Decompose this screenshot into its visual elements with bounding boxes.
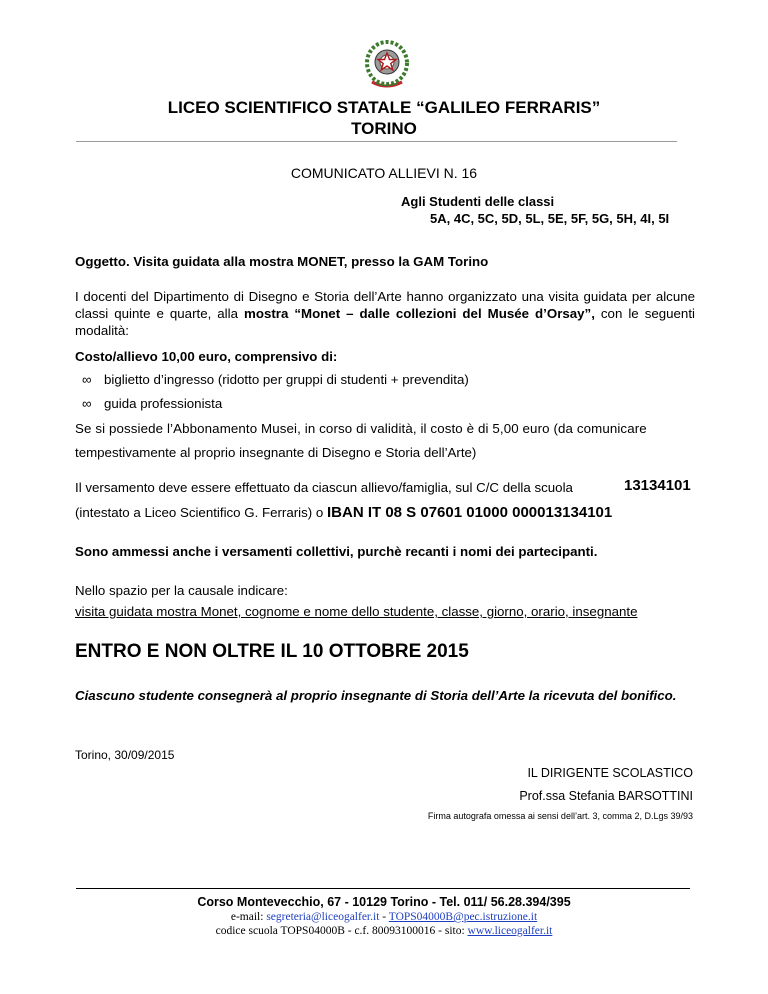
abbonamento-line2: tempestivamente al proprio insegnante di Disegno e Storia dell’Arte) xyxy=(75,445,477,460)
intro-paragraph xyxy=(75,288,695,339)
list-item xyxy=(82,396,222,411)
causale-label: Nello spazio per la causale indicare: xyxy=(75,583,288,598)
signature-role: IL DIRIGENTE SCOLASTICO xyxy=(527,766,693,780)
school-name xyxy=(0,97,768,139)
payment-line: Il versamento deve essere effettuato da ciascun allievo/famiglia, sul C/C della scuola xyxy=(75,480,573,495)
list-item-text: guida professionista xyxy=(104,396,223,411)
signature-name: Prof.ssa Stefania BARSOTTINI xyxy=(519,789,693,803)
intro-text-1: I docenti del Dipartimento di Disegno e Storia dell’Arte hanno organizzato una visita guidata per alcune classi quinte e quarte, alla xyxy=(75,289,695,321)
list-item xyxy=(82,372,469,387)
bullet-symbol: ∞ xyxy=(82,372,92,387)
document-date: Torino, 30/09/2015 xyxy=(75,748,175,762)
codes-text: codice scuola TOPS04000B - c.f. 80093100016 - sito: xyxy=(215,925,468,937)
recipients xyxy=(401,193,669,227)
receipt-note: Ciascuno studente consegnerà al proprio insegnante di Storia dell’Arte la ricevuta del bonifico. xyxy=(75,688,677,703)
footer-codes xyxy=(0,925,768,937)
iban-number: IBAN IT 08 S 07601 01000 000013134101 xyxy=(327,504,613,521)
subject-line: Oggetto. Visita guidata alla mostra MONET, presso la GAM Torino xyxy=(75,254,489,269)
footer-address: Corso Montevecchio, 67 - 10129 Torino - Tel. 011/ 56.28.394/395 xyxy=(197,895,571,909)
causale-text: visita guidata mostra Monet, cognome e nome dello studente, classe, giorno, orario, insegnante xyxy=(75,604,638,619)
header-divider xyxy=(76,141,677,142)
collective-payments-note: Sono ammessi anche i versamenti collettivi, purchè recanti i nomi dei partecipanti. xyxy=(75,544,598,559)
abbonamento-line1: Se si possiede l’Abbonamento Musei, in corso di validità, il costo è di 5,00 euro (da comunicare xyxy=(75,421,647,436)
intro-exhibition: mostra “Monet – dalle collezioni del Musée d’Orsay”, xyxy=(244,306,595,321)
deadline: ENTRO E NON OLTRE IL 10 OTTOBRE 2015 xyxy=(75,641,469,662)
cost-heading: Costo/allievo 10,00 euro, comprensivo di: xyxy=(75,349,338,364)
italian-republic-emblem-icon xyxy=(364,38,410,90)
payment-iban-line xyxy=(75,504,612,521)
intro-text-2: con le seguenti modalità: xyxy=(75,306,695,338)
bullet-symbol: ∞ xyxy=(82,396,92,411)
iban-prefix: (intestato a Liceo Scientifico G. Ferraris) o xyxy=(75,505,327,520)
school-name-line2: TORINO xyxy=(351,119,417,138)
recipients-line1: Agli Studenti delle classi xyxy=(401,194,555,209)
website-link[interactable]: www.liceogalfer.it xyxy=(467,925,553,937)
footer-divider xyxy=(76,888,690,889)
email-link-segreteria[interactable]: segreteria@liceogalfer.it xyxy=(266,911,380,923)
email-separator: - xyxy=(379,911,389,923)
recipients-classes: 5A, 4C, 5C, 5D, 5L, 5E, 5F, 5G, 5H, 4I, 5I xyxy=(430,211,670,226)
comunicato-title: COMUNICATO ALLIEVI N. 16 xyxy=(290,165,478,181)
email-link-pec[interactable]: TOPS04000B@pec.istruzione.it xyxy=(388,911,538,923)
list-item-text: biglietto d’ingresso (ridotto per gruppi di studenti + prevendita) xyxy=(104,372,469,387)
school-name-line1: LICEO SCIENTIFICO STATALE “GALILEO FERRARIS” xyxy=(167,98,601,117)
cc-number: 13134101 xyxy=(624,477,691,494)
email-label: e-mail: xyxy=(230,911,267,923)
signature-note: Firma autografa omessa ai sensi dell’art. 3, comma 2, D.Lgs 39/93 xyxy=(427,811,693,821)
footer-contacts xyxy=(0,911,768,923)
